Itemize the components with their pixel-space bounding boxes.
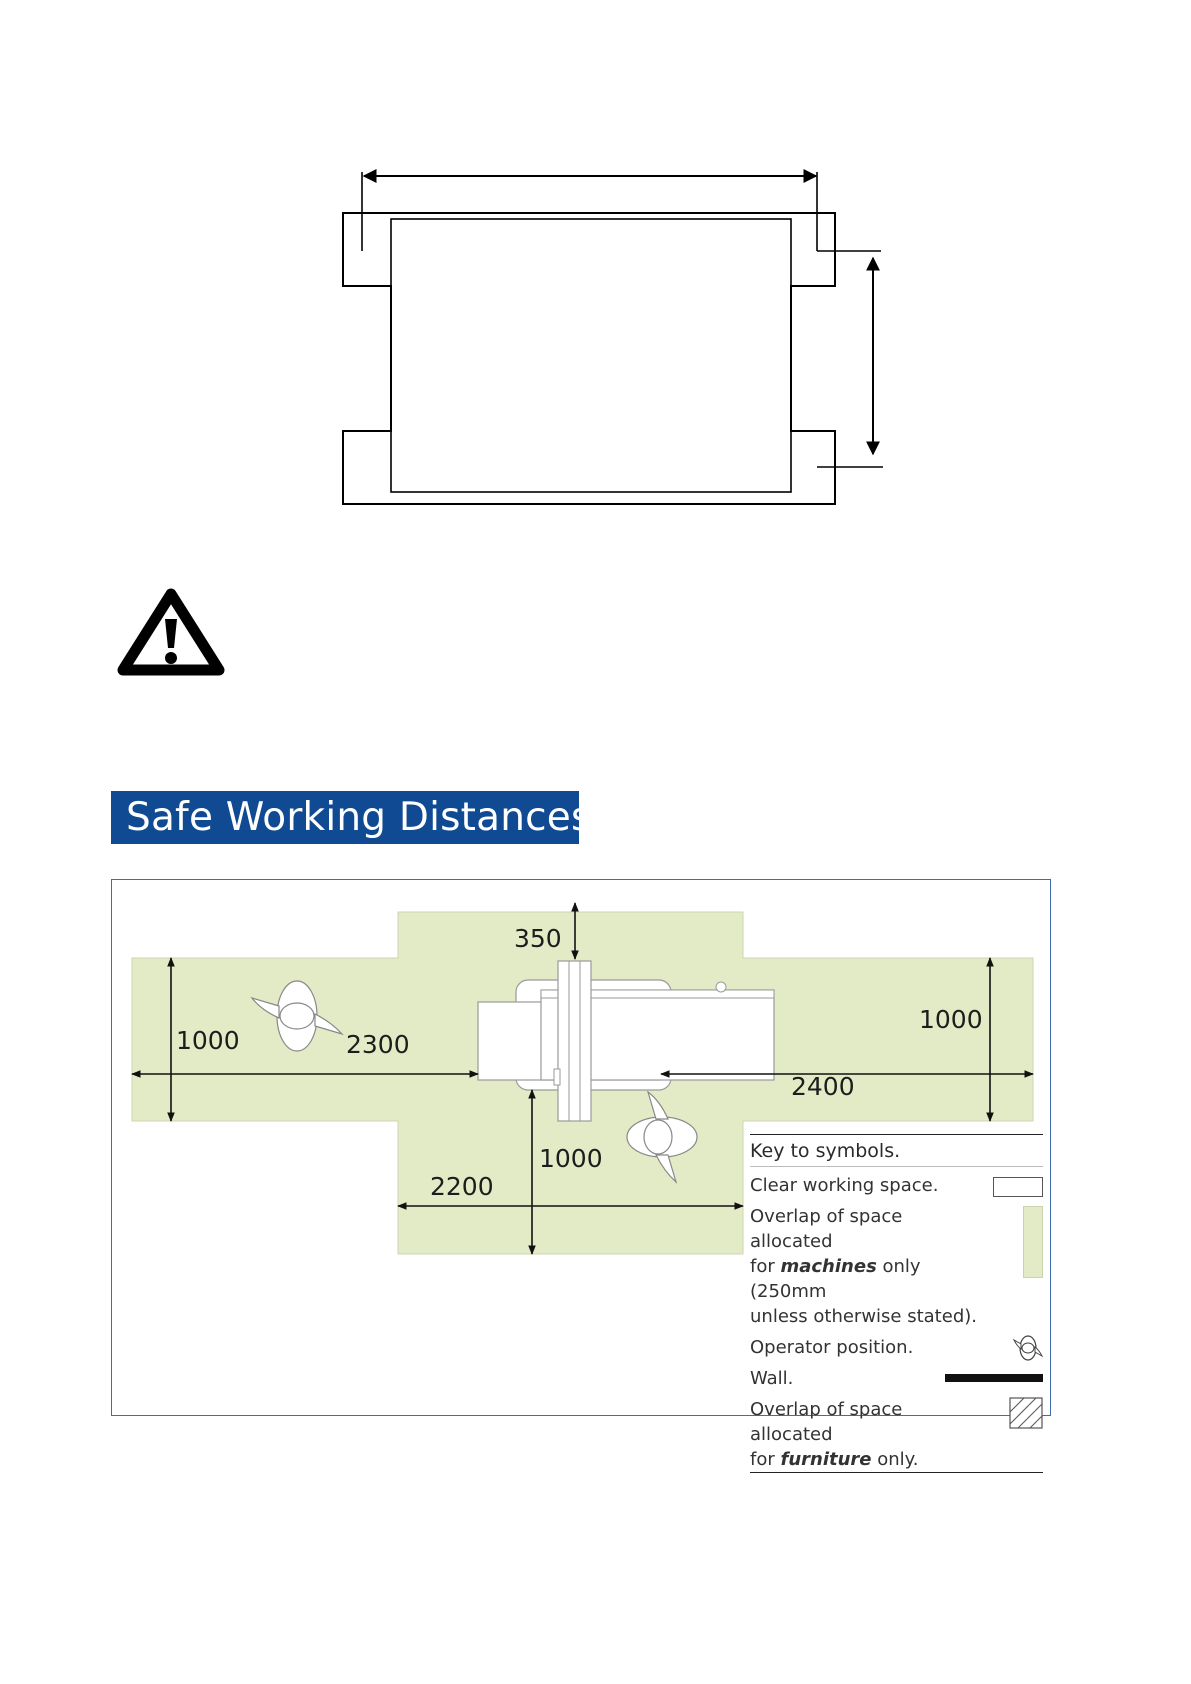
key-label-clear-space: Clear working space. [750, 1175, 939, 1196]
key-row-machine-overlap [750, 1204, 1043, 1329]
furniture-hatch-swatch-icon [1009, 1397, 1043, 1429]
key-row-wall [750, 1366, 1043, 1391]
machine-inner-rect [391, 219, 791, 492]
dim-label-bottom-width: 2200 [430, 1172, 494, 1201]
dim-label-right-width: 2400 [791, 1072, 855, 1101]
key-label-machine-overlap-1: Overlap of space allocated [750, 1206, 903, 1252]
warning-triangle-icon [115, 585, 227, 677]
key-title: Key to symbols. [750, 1134, 1043, 1167]
dim-label-right-height: 1000 [919, 1005, 983, 1034]
key-label-furniture-overlap-1: Overlap of space allocated [750, 1399, 903, 1445]
key-emphasis-machines: machines [780, 1256, 877, 1277]
key-label-operator: Operator position. [750, 1337, 914, 1358]
key-label-wall: Wall. [750, 1368, 794, 1389]
machine-space-swatch-icon [1023, 1206, 1043, 1278]
symbol-key [750, 1134, 1043, 1473]
key-row-clear-space [750, 1173, 1043, 1198]
key-label-machine-overlap-3: unless otherwise stated). [750, 1306, 977, 1327]
dim-label-bottom-height: 1000 [539, 1144, 603, 1173]
clear-space-swatch-icon [993, 1177, 1043, 1197]
key-label-furniture-overlap-2: for furniture only. [750, 1449, 919, 1470]
dim-label-top: 350 [514, 924, 562, 953]
operator-position-icon [1013, 1333, 1043, 1363]
machine-outline-diagram [0, 0, 1191, 540]
section-title: Safe Working Distances [111, 791, 579, 844]
key-emphasis-furniture: furniture [780, 1449, 872, 1470]
key-row-furniture-overlap [750, 1397, 1043, 1473]
dim-label-left-width: 2300 [346, 1030, 410, 1059]
wall-line-icon [945, 1374, 1043, 1382]
machine-outline [343, 213, 835, 504]
dim-label-left-height: 1000 [176, 1026, 240, 1055]
key-label-machine-overlap-2: for machines only (250mm [750, 1256, 921, 1302]
key-row-operator [750, 1335, 1043, 1360]
